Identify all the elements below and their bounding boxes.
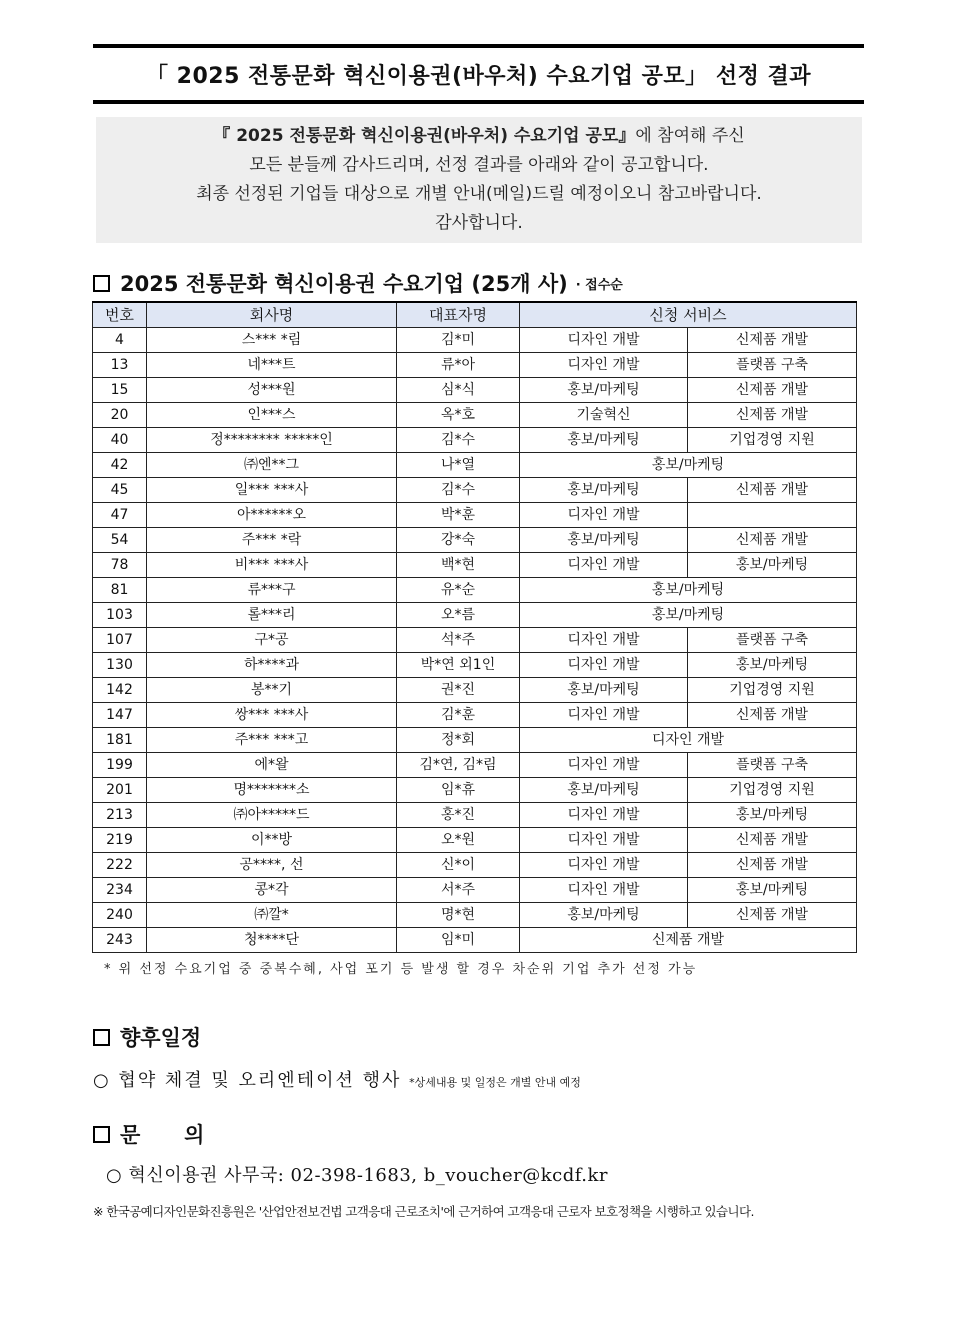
cell-company: 공****, 선 xyxy=(147,853,397,878)
cell-company: 주*** ***고 xyxy=(147,728,397,753)
cell-service-2: 신제품 개발 xyxy=(688,828,857,853)
cell-ceo: 신*이 xyxy=(397,853,520,878)
cell-service-1: 홍보/마케팅 xyxy=(520,478,688,503)
table-row xyxy=(93,578,857,603)
cell-company: 에*왈 xyxy=(147,753,397,778)
cell-ceo: 오*름 xyxy=(397,603,520,628)
cell-service-2: 기업경영 지원 xyxy=(688,678,857,703)
cell-company: 하****과 xyxy=(147,653,397,678)
cell-service: 신제품 개발 xyxy=(520,928,857,953)
cell-number: 201 xyxy=(93,778,147,803)
cell-service-2: 기업경영 지원 xyxy=(688,778,857,803)
schedule-note: *상세내용 및 일정은 개별 안내 예정 xyxy=(409,1076,581,1089)
cell-ceo: 명*현 xyxy=(397,903,520,928)
cell-service-1: 홍보/마케팅 xyxy=(520,528,688,553)
cell-company: 류***구 xyxy=(147,578,397,603)
table-row xyxy=(93,853,857,878)
cell-company: 비*** ***사 xyxy=(147,553,397,578)
cell-number: 4 xyxy=(93,328,147,353)
cell-service-1: 기술혁신 xyxy=(520,403,688,428)
cell-ceo: 김*수 xyxy=(397,428,520,453)
cell-company: ㈜깔* xyxy=(147,903,397,928)
section-heading: 2025 전통문화 혁신이용권 수요기업 (25개 사) xyxy=(120,272,568,296)
cell-service-1: 디자인 개발 xyxy=(520,628,688,653)
cell-service-1: 홍보/마케팅 xyxy=(520,678,688,703)
cell-number: 234 xyxy=(93,878,147,903)
cell-company: 콩*각 xyxy=(147,878,397,903)
cell-company: 청****단 xyxy=(147,928,397,953)
cell-number: 20 xyxy=(93,403,147,428)
schedule-text: ○ 협약 체결 및 오리엔테이션 행사 xyxy=(93,1070,402,1091)
cell-number: 42 xyxy=(93,453,147,478)
table-row xyxy=(93,678,857,703)
cell-service-2 xyxy=(688,503,857,528)
cell-company: 네***트 xyxy=(147,353,397,378)
cell-service-2: 신제품 개발 xyxy=(688,853,857,878)
notice-line-2: 모든 분들께 감사드리며, 선정 결과를 아래와 같이 공고합니다. xyxy=(249,155,709,175)
cell-service-1: 디자인 개발 xyxy=(520,503,688,528)
notice-box xyxy=(96,117,862,243)
cell-ceo: 홍*진 xyxy=(397,803,520,828)
table-row xyxy=(93,803,857,828)
cell-ceo: 심*식 xyxy=(397,378,520,403)
cell-number: 103 xyxy=(93,603,147,628)
contact-item: ○ 혁신이용권 사무국: 02-398-1683, b_voucher@kcdf.kr xyxy=(106,1165,609,1186)
cell-service-1: 홍보/마케팅 xyxy=(520,903,688,928)
cell-company: 주*** *락 xyxy=(147,528,397,553)
cell-ceo: 김*훈 xyxy=(397,703,520,728)
cell-service-2: 신제품 개발 xyxy=(688,703,857,728)
cell-company: 쌍*** ***사 xyxy=(147,703,397,728)
table-row xyxy=(93,728,857,753)
cell-number: 13 xyxy=(93,353,147,378)
cell-ceo: 권*진 xyxy=(397,678,520,703)
table-row xyxy=(93,528,857,553)
table-body xyxy=(93,328,857,953)
cell-company: 명*******소 xyxy=(147,778,397,803)
table-row xyxy=(93,828,857,853)
table-footnote: * 위 선정 수요기업 중 중복수혜, 사업 포기 등 발생 할 경우 차순위 기업 추가 선정 가능 xyxy=(104,962,698,977)
cell-service-2: 플랫폼 구축 xyxy=(688,628,857,653)
table-row xyxy=(93,353,857,378)
table-row xyxy=(93,753,857,778)
section-schedule xyxy=(93,1022,201,1052)
cell-ceo: 박*연 외1인 xyxy=(397,653,520,678)
table-row xyxy=(93,703,857,728)
cell-service-1: 디자인 개발 xyxy=(520,853,688,878)
cell-ceo: 서*주 xyxy=(397,878,520,903)
cell-company: ㈜아*****드 xyxy=(147,803,397,828)
cell-service: 홍보/마케팅 xyxy=(520,603,857,628)
notice-line-3: 최종 선정된 기업들 대상으로 개별 안내(메일)드릴 예정이오니 참고바랍니다. xyxy=(196,184,762,204)
cell-number: 78 xyxy=(93,553,147,578)
cell-service-1: 디자인 개발 xyxy=(520,803,688,828)
cell-service-1: 홍보/마케팅 xyxy=(520,378,688,403)
title-box xyxy=(93,44,864,104)
cell-service-2: 홍보/마케팅 xyxy=(688,553,857,578)
cell-ceo: 석*주 xyxy=(397,628,520,653)
cell-company: ㈜엔**그 xyxy=(147,453,397,478)
cell-number: 54 xyxy=(93,528,147,553)
cell-company: 아******오 xyxy=(147,503,397,528)
cell-ceo: 김*수 xyxy=(397,478,520,503)
cell-company: 일*** ***사 xyxy=(147,478,397,503)
section-heading: 향후일정 xyxy=(120,1026,202,1050)
table-row xyxy=(93,653,857,678)
selection-table xyxy=(92,301,857,953)
table-row xyxy=(93,328,857,353)
cell-company: 성***원 xyxy=(147,378,397,403)
cell-number: 40 xyxy=(93,428,147,453)
cell-service-1: 홍보/마케팅 xyxy=(520,428,688,453)
cell-service-1: 디자인 개발 xyxy=(520,353,688,378)
cell-service-2: 신제품 개발 xyxy=(688,328,857,353)
table-row xyxy=(93,478,857,503)
table-row xyxy=(93,403,857,428)
table-row xyxy=(93,928,857,953)
cell-service-2: 신제품 개발 xyxy=(688,528,857,553)
header-service: 신청 서비스 xyxy=(520,302,857,328)
cell-company: 인***스 xyxy=(147,403,397,428)
table-row xyxy=(93,603,857,628)
table-row xyxy=(93,428,857,453)
cell-number: 199 xyxy=(93,753,147,778)
cell-service: 홍보/마케팅 xyxy=(520,453,857,478)
table-header-row xyxy=(93,302,857,328)
cell-ceo: 나*열 xyxy=(397,453,520,478)
cell-number: 130 xyxy=(93,653,147,678)
cell-service-2: 신제품 개발 xyxy=(688,403,857,428)
section-note: · 접수순 xyxy=(575,277,623,293)
cell-ceo: 박*훈 xyxy=(397,503,520,528)
checkbox-square-icon xyxy=(93,1029,110,1046)
cell-company: 롤***리 xyxy=(147,603,397,628)
table-row xyxy=(93,903,857,928)
cell-company: 구*공 xyxy=(147,628,397,653)
cell-ceo: 김*미 xyxy=(397,328,520,353)
cell-number: 15 xyxy=(93,378,147,403)
cell-ceo: 김*연, 김*림 xyxy=(397,753,520,778)
cell-service-1: 디자인 개발 xyxy=(520,878,688,903)
cell-company: 이**방 xyxy=(147,828,397,853)
cell-service-1: 디자인 개발 xyxy=(520,828,688,853)
cell-number: 81 xyxy=(93,578,147,603)
header-company: 회사명 xyxy=(147,302,397,328)
cell-company: 스*** *림 xyxy=(147,328,397,353)
cell-service-2: 신제품 개발 xyxy=(688,903,857,928)
cell-ceo: 임*미 xyxy=(397,928,520,953)
table-row xyxy=(93,378,857,403)
cell-ceo: 정*회 xyxy=(397,728,520,753)
cell-ceo: 임*휴 xyxy=(397,778,520,803)
cell-ceo: 옥*호 xyxy=(397,403,520,428)
bottom-note: ※ 한국공예디자인문화진흥원은 '산업안전보건법 고객응대 근로조치'에 근거하여 고객응대 근로자 보호정책을 시행하고 있습니다. xyxy=(93,1204,754,1219)
table-row xyxy=(93,628,857,653)
cell-service-1: 디자인 개발 xyxy=(520,328,688,353)
cell-service-2: 플랫폼 구축 xyxy=(688,753,857,778)
cell-ceo: 강*숙 xyxy=(397,528,520,553)
cell-number: 243 xyxy=(93,928,147,953)
header-ceo: 대표자명 xyxy=(397,302,520,328)
notice-line-1-rest: 에 참여해 주신 xyxy=(635,126,745,146)
header-number: 번호 xyxy=(93,302,147,328)
cell-ceo: 백*현 xyxy=(397,553,520,578)
notice-line-4: 감사합니다. xyxy=(435,213,523,233)
schedule-item xyxy=(93,1066,581,1092)
cell-number: 45 xyxy=(93,478,147,503)
section-contact xyxy=(93,1119,204,1149)
table-row xyxy=(93,453,857,478)
cell-service-1: 홍보/마케팅 xyxy=(520,778,688,803)
table-row xyxy=(93,878,857,903)
notice-title: 『 2025 전통문화 혁신이용권(바우처) 수요기업 공모』 xyxy=(213,126,636,146)
cell-number: 240 xyxy=(93,903,147,928)
cell-service-2: 신제품 개발 xyxy=(688,478,857,503)
cell-service-2: 플랫폼 구축 xyxy=(688,353,857,378)
cell-number: 219 xyxy=(93,828,147,853)
notice-line-1 xyxy=(96,122,862,151)
cell-service-1: 디자인 개발 xyxy=(520,553,688,578)
page-title: 「 2025 전통문화 혁신이용권(바우처) 수요기업 공모」 선정 결과 xyxy=(146,63,811,89)
cell-service: 홍보/마케팅 xyxy=(520,578,857,603)
section-heading: 문 의 xyxy=(120,1123,205,1147)
cell-number: 142 xyxy=(93,678,147,703)
cell-company: 정******** *****인 xyxy=(147,428,397,453)
cell-number: 147 xyxy=(93,703,147,728)
cell-ceo: 유*순 xyxy=(397,578,520,603)
table-row xyxy=(93,503,857,528)
cell-service-1: 디자인 개발 xyxy=(520,653,688,678)
cell-number: 181 xyxy=(93,728,147,753)
section-selected-companies xyxy=(93,268,623,298)
cell-ceo: 오*원 xyxy=(397,828,520,853)
cell-service: 디자인 개발 xyxy=(520,728,857,753)
cell-number: 47 xyxy=(93,503,147,528)
table-row xyxy=(93,778,857,803)
cell-service-2: 홍보/마케팅 xyxy=(688,803,857,828)
cell-ceo: 류*아 xyxy=(397,353,520,378)
checkbox-square-icon xyxy=(93,275,110,292)
cell-company: 봉**기 xyxy=(147,678,397,703)
cell-service-2: 신제품 개발 xyxy=(688,378,857,403)
cell-number: 222 xyxy=(93,853,147,878)
cell-service-1: 디자인 개발 xyxy=(520,753,688,778)
cell-service-2: 기업경영 지원 xyxy=(688,428,857,453)
table-row xyxy=(93,553,857,578)
cell-number: 107 xyxy=(93,628,147,653)
cell-service-2: 홍보/마케팅 xyxy=(688,878,857,903)
cell-service-2: 홍보/마케팅 xyxy=(688,653,857,678)
checkbox-square-icon xyxy=(93,1126,110,1143)
cell-service-1: 디자인 개발 xyxy=(520,703,688,728)
cell-number: 213 xyxy=(93,803,147,828)
